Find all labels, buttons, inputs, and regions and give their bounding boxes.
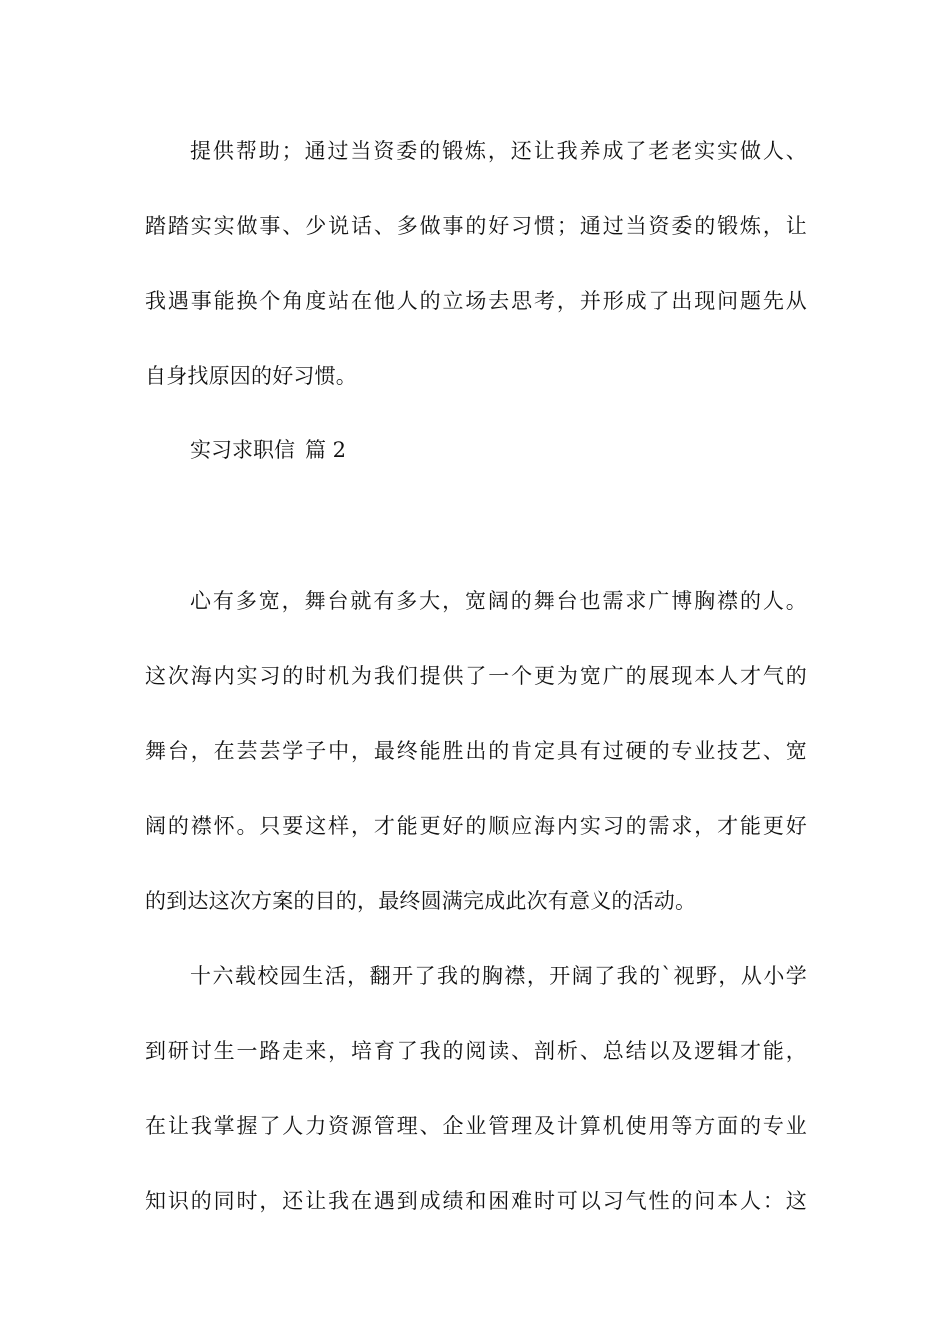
paragraph-line: 阔的襟怀。只要这样，才能更好的顺应海内实习的需求，才能更好 [145, 814, 807, 838]
paragraph-line: 提供帮助；通过当资委的锻炼，还让我养成了老老实实做人、 [190, 139, 807, 163]
paragraph-line: 我遇事能换个角度站在他人的立场去思考，并形成了出现问题先从 [145, 289, 807, 313]
section-heading-title: 实习求职信 [190, 438, 295, 462]
section-heading-number: 篇 2 [305, 438, 347, 462]
paragraph-line: 十六载校园生活，翻开了我的胸襟，开阔了我的`视野，从小学 [190, 964, 807, 988]
paragraph-line: 舞台，在芸芸学子中，最终能胜出的肯定具有过硬的专业技艺、宽 [145, 739, 807, 763]
paragraph-line: 心有多宽，舞台就有多大，宽阔的舞台也需求广博胸襟的人。 [190, 589, 807, 613]
paragraph-line: 自身找原因的好习惯。 [145, 364, 357, 388]
paragraph-line: 的到达这次方案的目的，最终圆满完成此次有意义的活动。 [145, 889, 697, 913]
section-heading [190, 435, 346, 465]
paragraph-line: 踏踏实实做事、少说话、多做事的好习惯；通过当资委的锻炼，让 [145, 214, 807, 238]
paragraph-line: 知识的同时，还让我在遇到成绩和困难时可以习气性的问本人：这 [145, 1189, 807, 1213]
paragraph-line: 在让我掌握了人力资源管理、企业管理及计算机使用等方面的专业 [145, 1114, 807, 1138]
paragraph-line: 这次海内实习的时机为我们提供了一个更为宽广的展现本人才气的 [145, 664, 807, 688]
paragraph-line: 到研讨生一路走来，培育了我的阅读、剖析、总结以及逻辑才能， [145, 1039, 807, 1063]
